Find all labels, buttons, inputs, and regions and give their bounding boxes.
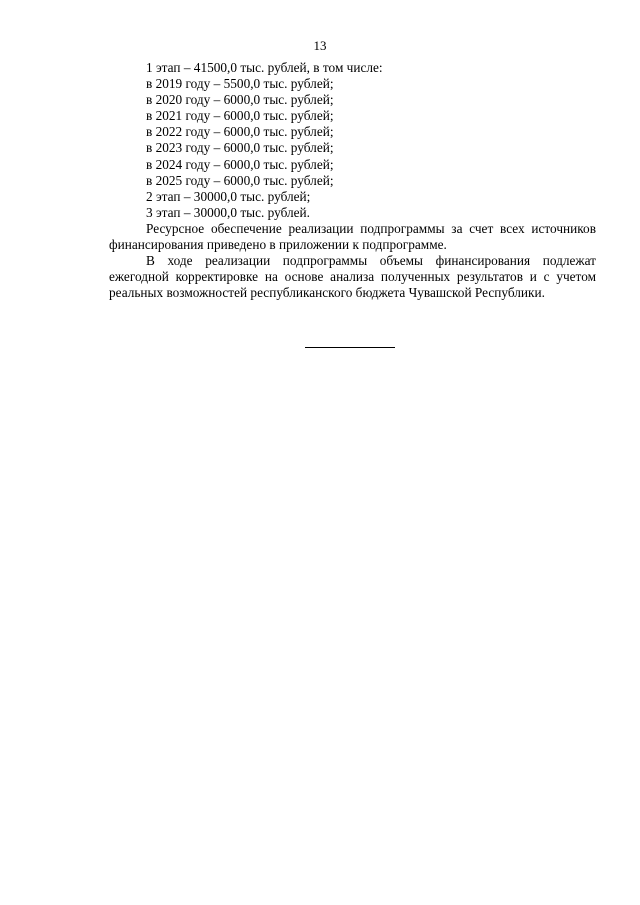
page-number: 13 [313,38,327,53]
paragraph-resource-support: Ресурсное обеспечение реализации подпрограммы за счет всех источников финансирования приведено в приложении к подпрограмме. [109,220,596,253]
funding-year-2021: в 2021 году – 6000,0 тыс. рублей; [146,108,334,124]
funding-year-2023: в 2023 году – 6000,0 тыс. рублей; [146,140,334,156]
funding-stage-2: 2 этап – 30000,0 тыс. рублей; [146,188,311,204]
funding-year-2024: в 2024 году – 6000,0 тыс. рублей; [146,156,334,172]
funding-year-2025: в 2025 году – 6000,0 тыс. рублей; [146,172,334,188]
funding-stage-1: 1 этап – 41500,0 тыс. рублей, в том числе: [146,60,383,75]
document-body [109,60,596,301]
end-separator-line [305,347,395,348]
funding-year-2020: в 2020 году – 6000,0 тыс. рублей; [146,92,334,108]
paragraph-annual-adjustment: В ходе реализации подпрограммы объемы финансирования подлежат ежегодной корректировке на основе анализа полученных результатов и с учетом реальных возможностей республиканского бюджета Чувашской Республики. [109,253,596,301]
funding-year-2022: в 2022 году – 6000,0 тыс. рублей; [146,124,334,140]
funding-year-2019: в 2019 году – 5500,0 тыс. рублей; [146,76,334,92]
funding-stage-3: 3 этап – 30000,0 тыс. рублей. [146,204,310,220]
